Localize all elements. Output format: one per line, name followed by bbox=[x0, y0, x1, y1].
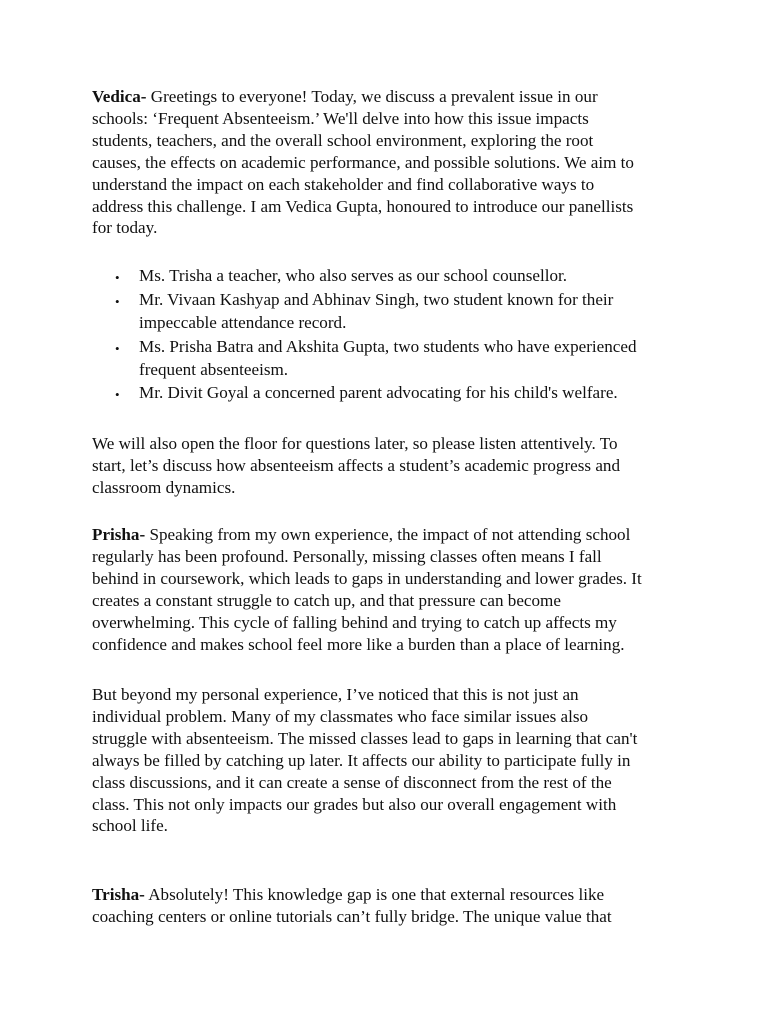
speaker-name: Trisha- bbox=[92, 885, 145, 904]
text-line: But beyond my personal experience, I’ve noticed that this is not just an bbox=[92, 685, 579, 704]
text-line: for today. bbox=[92, 218, 158, 238]
text-line: We will also open the floor for questions later, so please listen attentively. To bbox=[92, 434, 618, 453]
panellist-list-item: frequent absenteeism. bbox=[139, 360, 289, 379]
bullet-icon: • bbox=[115, 270, 120, 285]
text-line: struggle with absenteeism. The missed classes lead to gaps in learning that can't bbox=[92, 728, 638, 748]
text-line: students, teachers, and the overall school environment, exploring the root bbox=[92, 130, 594, 150]
text-line: coaching centers or online tutorials can’t fully bridge. The unique value that bbox=[92, 906, 612, 926]
speaker-name: Prisha- bbox=[92, 525, 146, 544]
trisha-first-line bbox=[92, 884, 604, 906]
panellist-list-item: Mr. Divit Goyal a concerned parent advocating for his child's welfare. bbox=[139, 383, 618, 402]
paragraph-text: Greetings to everyone! Today, we discuss a prevalent issue in our bbox=[146, 87, 598, 106]
panellist-list-item: Ms. Trisha a teacher, who also serves as our school counsellor. bbox=[139, 266, 568, 285]
text-line: class discussions, and it can create a sense of disconnect from the rest of the bbox=[92, 772, 612, 792]
text-line: understand the impact on each stakeholder and find collaborative ways to bbox=[92, 174, 595, 194]
text-line: regularly has been profound. Personally, missing classes often means I fall bbox=[92, 546, 602, 566]
text-line: class. This not only impacts our grades but also our overall engagement with bbox=[92, 794, 617, 814]
vedica-first-line bbox=[92, 86, 598, 108]
panellist-list-item: Ms. Prisha Batra and Akshita Gupta, two students who have experienced bbox=[139, 337, 637, 356]
panellist-list-item: Mr. Vivaan Kashyap and Abhinav Singh, two student known for their bbox=[139, 290, 614, 309]
panellist-list-item: impeccable attendance record. bbox=[139, 313, 347, 332]
text-line: classroom dynamics. bbox=[92, 477, 236, 497]
text-line: start, let’s discuss how absenteeism affects a student’s academic progress and bbox=[92, 455, 621, 475]
text-line: causes, the effects on academic performance, and possible solutions. We aim to bbox=[92, 152, 634, 172]
paragraph-text: Speaking from my own experience, the impact of not attending school bbox=[145, 525, 631, 544]
bullet-icon: • bbox=[115, 294, 120, 309]
prisha-first-line bbox=[92, 524, 630, 546]
text-line: always be filled by catching up later. It affects our ability to participate fully in bbox=[92, 750, 631, 770]
speaker-name: Vedica- bbox=[92, 87, 147, 106]
text-line: overwhelming. This cycle of falling behind and trying to catch up affects my bbox=[92, 612, 617, 632]
text-line: schools: ‘Frequent Absenteeism.’ We'll delve into how this issue impacts bbox=[92, 108, 589, 128]
text-line: behind in coursework, which leads to gaps in understanding and lower grades. It bbox=[92, 568, 642, 588]
text-line: individual problem. Many of my classmates who face similar issues also bbox=[92, 706, 589, 726]
text-line: confidence and makes school feel more like a burden than a place of learning. bbox=[92, 634, 625, 654]
bullet-icon: • bbox=[115, 387, 120, 402]
text-line: address this challenge. I am Vedica Gupta, honoured to introduce our panellists bbox=[92, 196, 634, 216]
text-line: creates a constant struggle to catch up, and that pressure can become bbox=[92, 590, 561, 610]
bullet-icon: • bbox=[115, 341, 120, 356]
text-line: school life. bbox=[92, 816, 168, 836]
paragraph-text: Absolutely! This knowledge gap is one that external resources like bbox=[144, 885, 605, 904]
